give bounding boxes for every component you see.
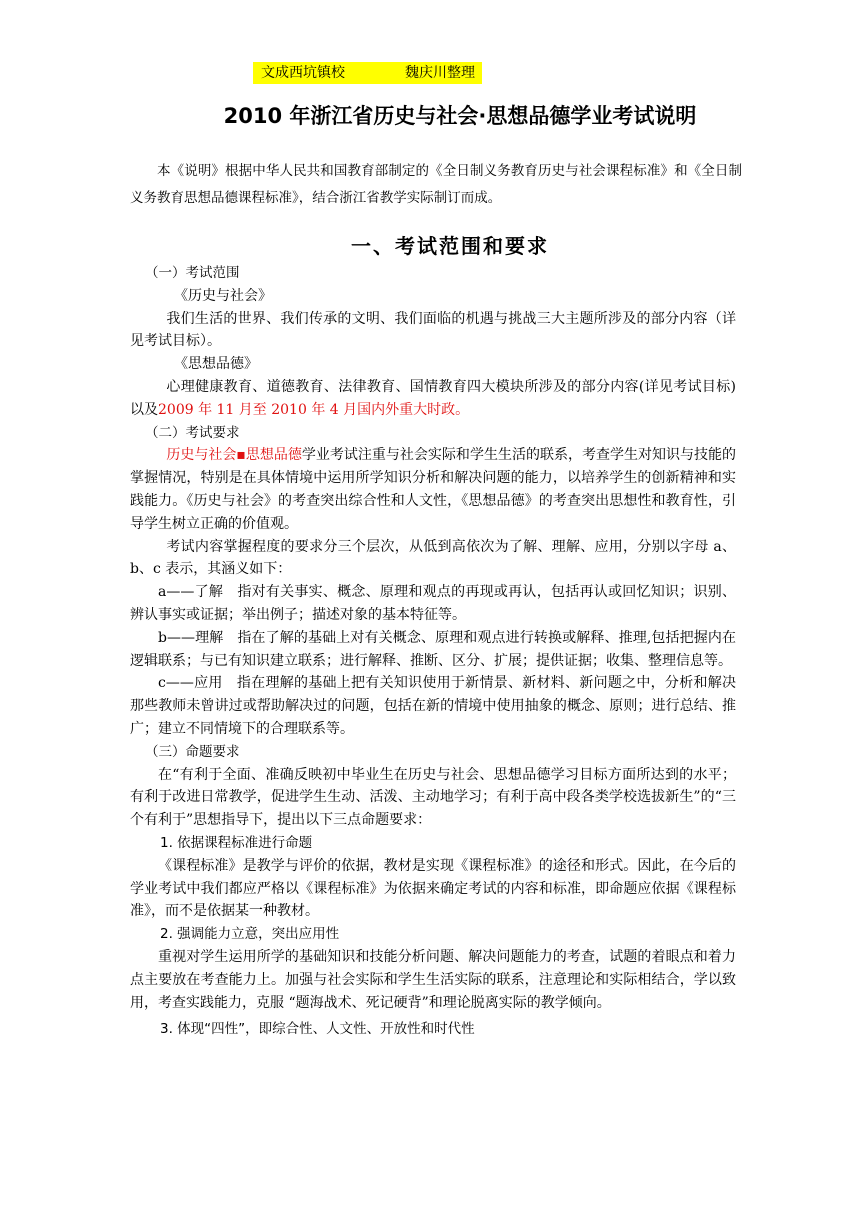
header-author: 魏庆川整理: [405, 65, 475, 81]
morality-scope-text: 心理健康教育、道德教育、法律教育、国情教育四大模块所涉及的部分内容(详见考试目标)以及: [130, 378, 736, 418]
levels-intro: 考试内容掌握程度的要求分三个层次，从低到高依次为了解、理解、应用，分别以字母 a、b、c 表示，其涵义如下：: [130, 538, 736, 578]
header-school: 文成西坑镇校: [261, 65, 345, 81]
requirements-text: 学业考试注重与社会实际和学生生活的联系，考查学生对知识与技能的掌握情况，特别是在具体情境中运用所学知识分析和解决问题的能力，以培养学生的创新精神和实践能力。《历史与社会》的考查突出综合性和人文性，《思想品德》的考查突出思想性和教育性，引导学生树立正确的价值观。: [130, 447, 736, 532]
question-requirements-text: 在“有利于全面、准确反映初中毕业生在历史与社会、思想品德学习目标方面所达到的水平；有利于改进日常教学，促进学生生动、活泼、主动地学习；有利于高中段各类学校选拔新生”的“三个有利于”思想指导下，提出以下三点命题要求：: [130, 766, 736, 829]
current-affairs-red: 2009 年 11 月至 2010 年 4 月国内外重大时政。: [158, 401, 470, 418]
level-b: b——理解 指在了解的基础上对有关概念、原理和观点进行转换或解释、推理,包括把握内在逻辑联系；与已有知识建立联系；进行解释、推断、区分、扩展；提供证据；收集、整理信息等。: [130, 629, 736, 669]
header-highlight: [253, 62, 482, 84]
item3-title: 3. 体现“四性”，即综合性、人文性、开放性和时代性: [160, 1021, 475, 1038]
item2-text: 重视对学生运用所学的基础知识和技能分析问题、解决问题能力的考查，试题的着眼点和着力点主要放在考查能力上。加强与社会实际和学生生活实际的联系，注意理论和实际相结合，学以致用，考查实践能力，克服 “题海战术、死记硬背”和理论脱离实际的教学倾向。: [130, 948, 736, 1011]
book-title-history: 《历史与社会》: [174, 287, 272, 304]
section-body: [130, 262, 736, 1041]
history-scope-text: 我们生活的世界、我们传承的文明、我们面临的机遇与挑战三大主题所涉及的部分内容（详见考试目标）。: [130, 310, 736, 350]
heading-question-requirements: （三）命题要求: [145, 743, 240, 760]
heading-exam-scope: （一）考试范围: [145, 265, 240, 281]
section-title: 一、考试范围和要求: [351, 234, 549, 258]
morality-scope-paragraph: [130, 376, 736, 422]
item2-title: 2. 强调能力立意，突出应用性: [160, 926, 340, 943]
requirements-paragraph: [130, 444, 736, 535]
subject-name-red: 历史与社会▪思想品德: [166, 447, 302, 464]
book-title-morality: 《思想品德》: [174, 356, 258, 373]
document-title: 2010 年浙江省历史与社会·思想品德学业考试说明: [223, 104, 697, 128]
item1-text: 《课程标准》是教学与评价的依据，教材是实现《课程标准》的途径和形式。因此，在今后的学业考试中我们都应严格以《课程标准》为依据来确定考试的内容和标准，即命题应依据《课程标准》，而不是依据某一种教材。: [130, 857, 736, 920]
level-c: c——应用 指在理解的基础上把有关知识使用于新情景、新材料、新问题之中，分析和解决那些教师未曾讲过或帮助解决过的问题，包括在新的情境中使用抽象的概念、原则；进行总结、推广；建立不同情境下的合理联系等。: [130, 675, 736, 737]
level-a: a——了解 指对有关事实、概念、原理和观点的再现或再认，包括再认或回忆知识；识别、辨认事实或证据；举出例子；描述对象的基本特征等。: [130, 584, 736, 623]
intro-paragraph: 本《说明》根据中华人民共和国教育部制定的《全日制义务教育历史与社会课程标准》和《全日制义务教育思想品德课程标准》，结合浙江省教学实际制订而成。: [130, 163, 742, 206]
item1-title: 1. 依据课程标准进行命题: [160, 834, 313, 851]
heading-exam-requirements: （二）考试要求: [145, 424, 240, 441]
